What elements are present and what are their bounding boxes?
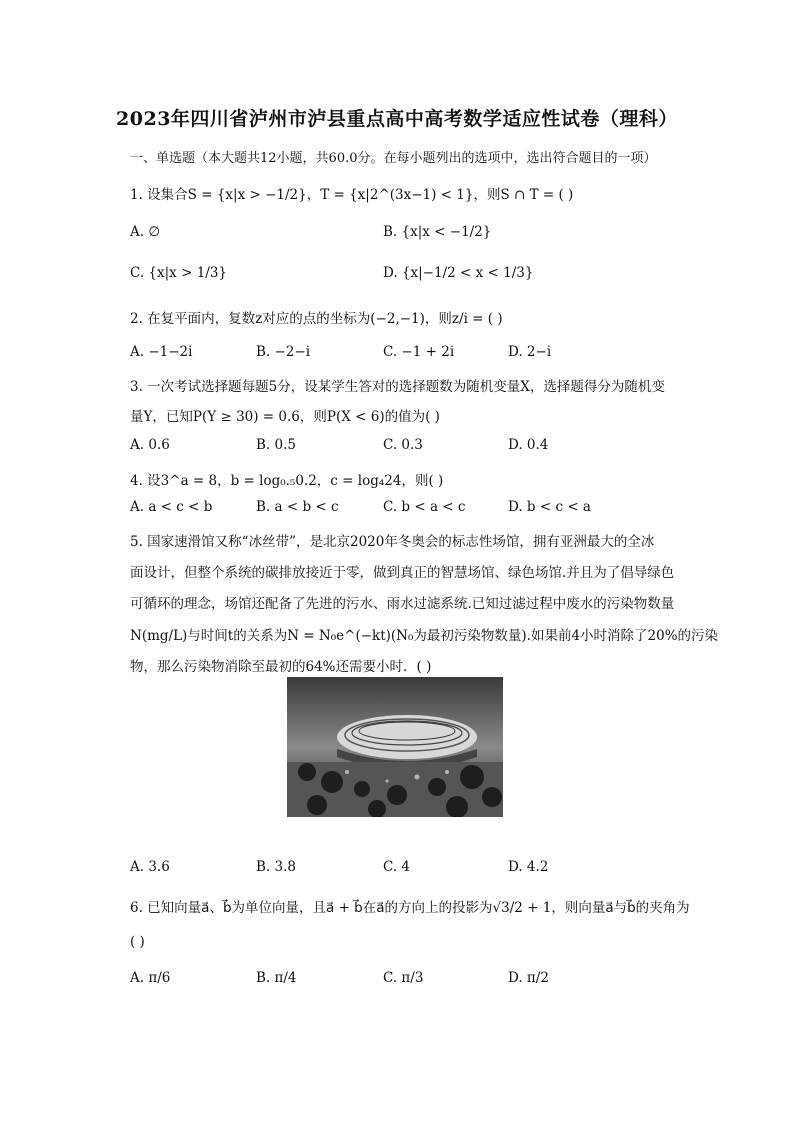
question-4-option-a: A. a < c < b: [130, 499, 213, 515]
question-4-option-d: D. b < c < a: [508, 499, 591, 515]
question-2-stem: 2. 在复平面内，复数z对应的点的坐标为(−2,−1)，则z/i = ( ): [130, 311, 503, 327]
question-2-option-a: A. −1−2i: [130, 344, 193, 360]
question-3-option-d: D. 0.4: [508, 437, 549, 453]
page-title: 2023年四川省泸州市泸县重点高中高考数学适应性试卷（理科）: [116, 108, 678, 130]
question-6-stem-line-1: 6. 已知向量a⃗、b⃗为单位向量，且a⃗ + b⃗在a⃗的方向上的投影为√3/2 + 1，则向量a⃗与b⃗的夹角为: [130, 900, 690, 916]
question-2-option-c: C. −1 + 2i: [383, 344, 455, 360]
question-6-option-b: B. π/4: [256, 970, 297, 986]
question-2-option-d: D. 2−i: [508, 344, 552, 360]
question-1-stem: 1. 设集合S = {x|x > −1/2}，T = {x|2^(3x−1) < 1}，则S ∩ T = ( ): [130, 187, 574, 203]
question-6-stem-line-2: ( ): [130, 934, 145, 950]
question-6-option-c: C. π/3: [383, 970, 424, 986]
question-4-stem: 4. 设3^a = 8，b = log₀.₅0.2，c = log₄24，则( ): [130, 473, 444, 489]
question-1-option-b: B. {x|x < −1/2}: [383, 224, 492, 240]
question-5-option-d: D. 4.2: [508, 859, 549, 875]
question-1-option-c: C. {x|x > 1/3}: [130, 265, 228, 281]
stadium-illustration: [287, 677, 503, 817]
question-5-option-b: B. 3.8: [256, 859, 296, 875]
question-3-stem-line-2: 量Y，已知P(Y ≥ 30) = 0.6，则P(X < 6)的值为( ): [130, 409, 440, 425]
question-5-line-4: N(mg/L)与时间t的关系为N = N₀e^(−kt)(N₀为最初污染物数量).如果前4小时消除了20%的污染: [130, 628, 719, 644]
question-3-option-a: A. 0.6: [130, 437, 170, 453]
question-1-option-d: D. {x|−1/2 < x < 1/3}: [383, 265, 534, 281]
question-4-option-c: C. b < a < c: [383, 499, 466, 515]
question-1-option-a: A. ∅: [130, 224, 161, 240]
question-3-option-c: C. 0.3: [383, 437, 423, 453]
question-5-option-a: A. 3.6: [130, 859, 170, 875]
section-heading: 一、单选题（本大题共12小题，共60.0分。在每小题列出的选项中，选出符合题目的一项）: [130, 151, 657, 166]
speed-skating-oval-photo: [287, 677, 503, 817]
question-4-option-b: B. a < b < c: [256, 499, 339, 515]
question-5-line-5: 物，那么污染物消除至最初的64%还需要小时．( ): [130, 659, 432, 675]
question-5-option-c: C. 4: [383, 859, 411, 875]
question-5-line-1: 5. 国家速滑馆又称“冰丝带”，是北京2020年冬奥会的标志性场馆，拥有亚洲最大的全冰: [130, 534, 655, 550]
question-3-option-b: B. 0.5: [256, 437, 296, 453]
question-5-line-3: 可循环的理念，场馆还配备了先进的污水、雨水过滤系统.已知过滤过程中废水的污染物数量: [130, 596, 675, 612]
question-6-option-d: D. π/2: [508, 970, 549, 986]
question-3-stem-line-1: 3. 一次考试选择题每题5分，设某学生答对的选择题数为随机变量X，选择题得分为随机变: [130, 379, 665, 395]
question-5-line-2: 面设计，但整个系统的碳排放接近于零，做到真正的智慧场馆、绿色场馆.并且为了倡导绿色: [130, 565, 675, 581]
question-2-option-b: B. −2−i: [256, 344, 311, 360]
question-6-option-a: A. π/6: [130, 970, 171, 986]
